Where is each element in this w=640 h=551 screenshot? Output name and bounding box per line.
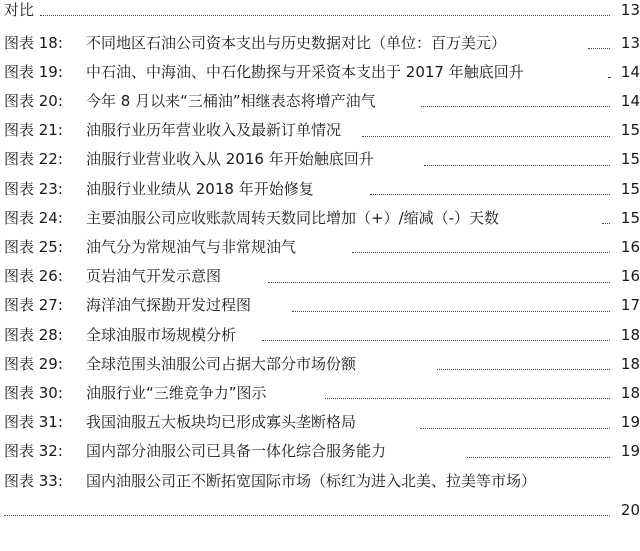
toc-entry-label: 图表 31:	[4, 413, 63, 432]
toc-entry-page: 16	[620, 267, 640, 286]
toc-entry-page: 14	[620, 62, 640, 81]
toc-entry-page: 15	[620, 121, 640, 140]
toc-entry-page: 13	[620, 33, 640, 52]
dot-leader	[370, 194, 610, 195]
dot-leader	[325, 398, 610, 399]
toc-entry[interactable]	[0, 291, 640, 320]
toc-entry-title: 国内油服公司正不断拓宽国际市场（标红为进入北美、拉美等市场）	[86, 471, 537, 490]
toc-continuation-top[interactable]	[0, 0, 640, 24]
toc-entry[interactable]	[0, 232, 640, 261]
toc-entry-page: 13	[620, 0, 640, 19]
toc-entry[interactable]	[0, 57, 640, 86]
toc-entry[interactable]	[0, 349, 640, 378]
toc-entry[interactable]	[0, 116, 640, 145]
toc-entry-page: 18	[620, 354, 640, 373]
toc-entry-label: 图表 21:	[4, 121, 63, 140]
toc-entry[interactable]	[0, 86, 640, 115]
toc-continuation-bottom[interactable]	[0, 495, 640, 524]
dot-leader	[588, 48, 610, 49]
toc-entry-label: 图表 24:	[4, 208, 63, 227]
toc-entry-page: 15	[620, 150, 640, 169]
toc-entry-title: 不同地区石油公司资本支出与历史数据对比（单位：百万美元）	[86, 33, 507, 52]
dot-leader	[602, 223, 610, 224]
dot-leader	[4, 515, 610, 516]
toc-entry-label: 图表 29:	[4, 354, 63, 373]
dot-leader	[292, 311, 610, 312]
toc-entry-label: 图表 22:	[4, 150, 63, 169]
toc-entry-label: 图表 27:	[4, 296, 63, 315]
toc-entry-page: 17	[620, 296, 640, 315]
dot-leader	[40, 15, 610, 16]
toc-entry-label: 图表 19:	[4, 62, 63, 81]
toc-entry-label: 图表 18:	[4, 33, 63, 52]
toc-entry-title: 海洋油气探勘开发过程图	[86, 296, 252, 315]
dot-leader	[420, 428, 610, 429]
toc-entry-label: 图表 30:	[4, 383, 63, 402]
toc-entry[interactable]	[0, 408, 640, 437]
toc-entry-title: 油服行业历年营业收入及最新订单情况	[86, 121, 342, 140]
toc-entry[interactable]	[0, 320, 640, 349]
toc-entry[interactable]	[0, 145, 640, 174]
toc-entry-title: 油服行业营业收入从 2016 年开始触底回升	[86, 150, 374, 169]
dot-leader	[421, 106, 610, 107]
toc-entry[interactable]	[0, 28, 640, 57]
toc-entry-page: 20	[620, 500, 640, 519]
toc-entry-title: 今年 8 月以来“三桶油”相继表态将增产油气	[86, 91, 376, 110]
toc-entry-title: 油服行业“三维竞争力”图示	[86, 383, 267, 402]
toc-entry-page: 18	[620, 325, 640, 344]
toc-entry-title: 主要油服公司应收账款周转天数同比增加（+）/缩减（-）天数	[86, 208, 500, 227]
toc-entry[interactable]	[0, 466, 640, 495]
toc-entry-label: 图表 26:	[4, 267, 63, 286]
dot-leader	[362, 136, 610, 137]
toc-entry[interactable]	[0, 262, 640, 291]
toc-entry-page: 15	[620, 179, 640, 198]
toc-entry-page: 16	[620, 237, 640, 256]
dot-leader	[608, 77, 610, 78]
toc-entry-page: 15	[620, 208, 640, 227]
dot-leader	[437, 369, 610, 370]
toc-entry-label: 图表 20:	[4, 91, 63, 110]
toc-entry-title: 油气分为常规油气与非常规油气	[86, 237, 297, 256]
toc-entry-title: 中石油、中海油、中石化勘探与开采资本支出于 2017 年触底回升	[86, 62, 524, 81]
toc-entry-title: 页岩油气开发示意图	[86, 267, 222, 286]
dot-leader	[467, 457, 610, 458]
toc-entry[interactable]	[0, 174, 640, 203]
toc-entry-title: 我国油服五大板块均已形成寡头垄断格局	[86, 413, 357, 432]
toc-entry[interactable]	[0, 378, 640, 407]
toc-entry-title: 国内部分油服公司已具备一体化综合服务能力	[86, 442, 387, 461]
toc-entry-title: 全球范围头油服公司占据大部分市场份额	[86, 354, 357, 373]
toc-entry-title: 对比	[4, 0, 35, 19]
dot-leader	[262, 340, 610, 341]
toc-entry[interactable]	[0, 437, 640, 466]
dot-leader	[424, 165, 610, 166]
toc-entry-label: 图表 33:	[4, 471, 63, 490]
toc-entry-title: 全球油服市场规模分析	[86, 325, 237, 344]
toc-entry-page: 18	[620, 383, 640, 402]
toc-entry-page: 19	[620, 442, 640, 461]
dot-leader	[352, 252, 610, 253]
toc-entry-label: 图表 23:	[4, 179, 63, 198]
toc-entry-label: 图表 25:	[4, 237, 63, 256]
toc-entry-page: 19	[620, 413, 640, 432]
toc-entry-page: 14	[620, 91, 640, 110]
toc-entry[interactable]	[0, 203, 640, 232]
toc-entry-label: 图表 28:	[4, 325, 63, 344]
toc-entry-title: 油服行业业绩从 2018 年开始修复	[86, 179, 314, 198]
toc-entry-label: 图表 32:	[4, 442, 63, 461]
dot-leader	[268, 282, 610, 283]
